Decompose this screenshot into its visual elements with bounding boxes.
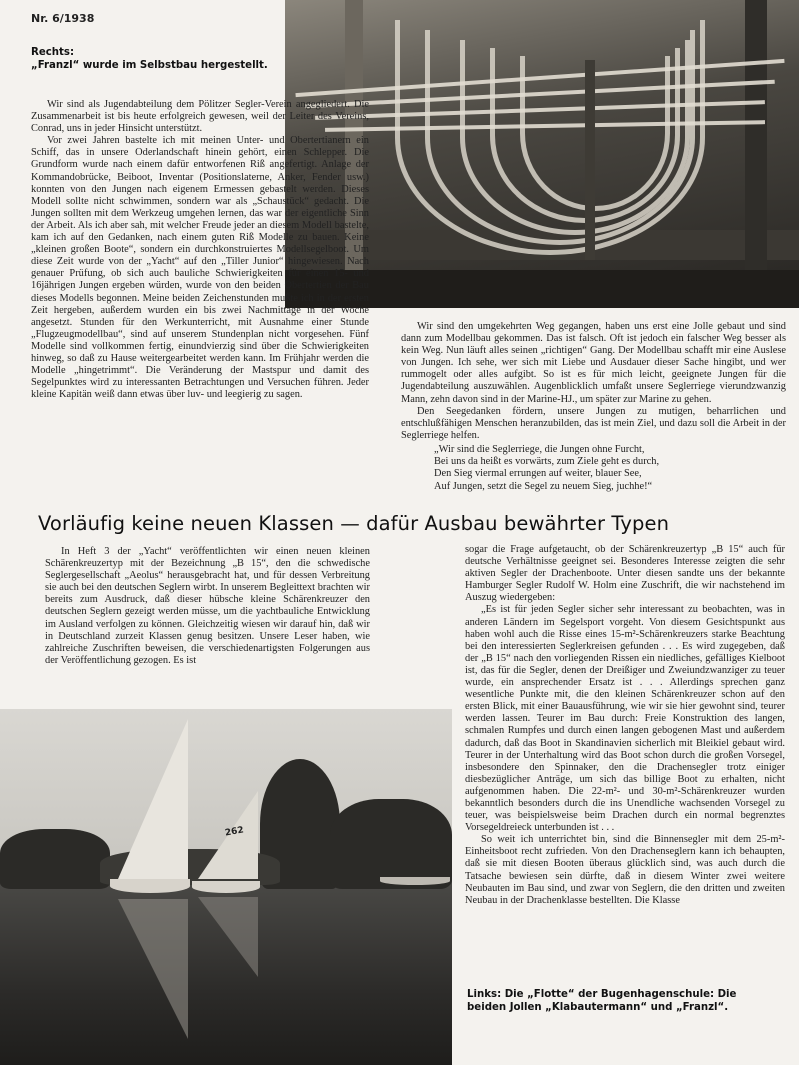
poem-line: Den Sieg viermal errungen auf weiter, blauer See, <box>434 468 642 480</box>
lower-right-paragraph: „Es ist für jeden Segler sicher sehr interessant zu beobachten, was in anderen Ländern im Segelsport vorgeht. Von diesem Gesichtspunkt aus haben wohl auch die Risse eines 15-m²-Schärenkreuzers starke Beachtung bei den interessierten Seglerkreisen gefunden . . . Es wird zugegeben, daß der „B 15“ nach den vorliegenden Rissen ein niedliches, gefälliges Kielboot ist, das für die Segler, denen der Dreißiger und Zweiundzwanziger zu teuer wurde, ein ansprechender Ersatz ist . . . Allerdings sprechen ganz wesentliche Punkte mit, die den kleinen Schärenkreuzer schon auf den ersten Blick, mit einer Bauausführung, wie wir sie hier gewohnt sind, teurer werden lassen. Teurer im Bau durch: Freie Konstruktion des langen, schmalen Rumpfes und durch einen langen gebogenen Mast und außerdem dadurch, daß das Boot in Skandinavien sicherlich mit Bleikiel gebaut wird. Teurer in der Unterhaltung wird das Boot schon durch die großen Vorsegel, insbesondere den Spinnaker, den die Drachensegler trotz einiger diesbezüglicher Anträge, um sich das billige Boot zu erhalten, nicht aufgenommen haben. Die 22-m²- und 30-m²-Schärenkreuzer wurden bekanntlich besonders durch die ins Unendliche wachsenden Vorsegel zu teuer, was beispielsweise beim Drachen durch ein normal begrenztes Vorsegeldreieck unterbunden ist . . . <box>465 604 785 834</box>
article-headline: Vorläufig keine neuen Klassen — dafür Ausbau bewährter Typen <box>38 512 670 535</box>
right-article-paragraph: Wir sind den umgekehrten Weg gegangen, haben uns erst eine Jolle gebaut und sind dann zum Modellbau gekommen. Das ist falsch. Oft ist jedoch ein falscher Weg besser als kein Weg. Nun läuft alles seinen „richtigen“ Gang. Der Modellbau schafft mir eine Auslese von Jungen. Ich sehe, wer sich mit Liebe und Ausdauer dieser Sache hingibt, und wer rummogelt oder alles aufgibt. So ist es für mich leicht, geeignete Jungen für die Jugendabteilung auszuwählen. Augenblicklich umfaßt unsere Seglerriege vierundzwanzig Mann, zehn davon sind in der Marine-HJ., um später zur Marine zu gehen. <box>401 321 786 405</box>
lower-left-article <box>45 546 370 667</box>
top-caption <box>31 46 281 72</box>
lower-right-paragraph: So weit ich unterrichtet bin, sind die Binnensegler mit dem 25-m²-Einheitsboot recht zufrieden. Von den Drachenseglern kann ich behaupten, daß sie mit diesen Booten überaus glücklich sind, was auch durch die Tatsache bewiesen sein dürfte, daß in diesem Winter zwei weitere Neubauten im Bau sind, und zwar von Seglern, die den dritten und zweiten Neubau in der Drachenklasse bestellten. Die Klasse <box>465 834 785 906</box>
right-article-paragraph: Den Seegedanken fördern, unsere Jungen zu mutigen, beharrlichen und entschlußfähigen Menschen heranzubilden, das ist mein Ziel, und dazu soll die Arbeit in der Seglerriege helfen. <box>401 405 786 441</box>
left-article <box>31 99 369 401</box>
left-article-paragraph: Vor zwei Jahren bastelte ich mit meinen Unter- und Obertertianern ein Schiff, das in unsere Oderlandschaft hinein gehört, einen Schlepper. Die Grundform wurde nach einem dafür entworfenen Riß angefertigt. Anlage der Kommandobrücke, Beiboot, Inventar (Positionslaterne, Anker, Fender usw.) konnten von den Jungen nach eigenem Ermessen gebastelt werden. Dieses Modell sollte nicht schwimmen, sondern war als „Schaustück“ gedacht. Die Jungen sollten mit dem Werkzeug umgehen lernen, das war der eigentliche Sinn der Arbeit. Als ich aber sah, mit welcher Freude jeder an diesem Modell bastelte, kam ich auf den Gedanken, nach einem guten Riß Modelle zu bauen. Keine „kleinen großen Boote“, sondern ein durchkonstruiertes Modellsegelboot. Um diese Zeit wurde von der „Yacht“ auf den „Tiller Junior“ hingewiesen. Nach genauer Prüfung, ob sich auch bauliche Schwierigkeiten für einen 15- und 16jährigen Jungen ergeben würden, wurde von den beiden Obertertien der Bau dieses Modells begonnen. Meine beiden Zeichenstunden mußte ich in der ersten Zeit hergeben, außerdem wurden ein bis zwei Nachmittage in der Woche angesetzt. Stunden für den Werkunterricht, mit Ausnahme einer Stunde „Flugzeugmodellbau“, sind auf unserem Stundenplan nicht vorgesehen. Fünf Modelle sind vollkommen fertig, einundvierzig sind über die Schwierigkeiten hinweg, so daß zu Hause weitergearbeitet werden kann. Im Frühjahr werden die Modelle „hingetrimmt“. Die Veränderung der Mastspur und damit des Segelpunktes wird zu interessanten Betrachtungen und Versuchen führen. Jeder kleine Kapitän weiß dann etwas über luv- und leegierig zu sagen. <box>31 135 369 401</box>
lower-right-paragraph: sogar die Frage aufgetaucht, ob der Schärenkreuzertyp „B 15“ auch für deutsche Verhältnisse geeignet sei. Besonderes Interesse zeigten die sehr aktiven Segler der Drachenboote. Unter diesen sandte uns der bekannte Hamburger Segler Rudolf W. Holm eine Zuschrift, die wir nachstehend im Auszug wiedergeben: <box>465 544 785 604</box>
poem-line: „Wir sind die Seglerriege, die Jungen ohne Furcht, <box>434 443 645 455</box>
left-article-paragraph: Wir sind als Jugendabteilung dem Pölitzer Segler-Verein angegliedert. Die Zusammenarbeit ist bis heute erfolgreich gewesen, weil der Leiter des Vereins, Conrad, uns in jeder Hinsicht unterstützt. <box>31 99 369 135</box>
top-caption-text: „Franzl“ wurde im Selbstbau hergestellt. <box>31 60 268 71</box>
poem-line: Auf Jungen, setzt die Segel zu neuem Sieg, juchhe!“ <box>434 480 653 492</box>
issue-number: Nr. 6/1938 <box>31 12 95 25</box>
poem-line: Bei uns da heißt es vorwärts, zum Ziele geht es durch, <box>434 456 660 468</box>
right-article <box>401 321 786 493</box>
lower-left-paragraph: In Heft 3 der „Yacht“ veröffentlichten wir einen neuen kleinen Schärenkreuzertyp mit der Bezeichnung „B 15“, den die schwedische Seglergesellschaft „Aeolus“ herausgebracht hat, und für dessen Verbreitung sie auch bei den deutschen Seglern wirbt. In unserem Begleittext brachten wir bereits zum Ausdruck, daß dieser hübsche kleine Schärenkreuzer den deutschen Seglern gezeigt werden müsse, um die yachtbauliche Entwicklung im Ausland verfolgen zu können. Gleichzeitig wiesen wir darauf hin, daß wir in Deutschland zurzeit Klassen genug besitzen. Unsere Leser haben, wie zahlreiche Zuschriften beweisen, die verschiedenartigsten Folgerungen aus der Veröffentlichung gezogen. Es ist <box>45 546 370 666</box>
dinghies-photo <box>0 709 452 1065</box>
top-caption-title: Rechts: <box>31 47 75 58</box>
bottom-caption-line: beiden Jollen „Klabautermann“ und „Franzl“. <box>467 1002 729 1013</box>
bottom-caption-line: Links: Die „Flotte“ der Bugenhagenschule: Die <box>467 989 737 1000</box>
lower-right-article <box>465 544 785 907</box>
poem <box>401 444 786 493</box>
bottom-caption <box>467 988 787 1014</box>
sail-number: 262 <box>224 825 245 839</box>
